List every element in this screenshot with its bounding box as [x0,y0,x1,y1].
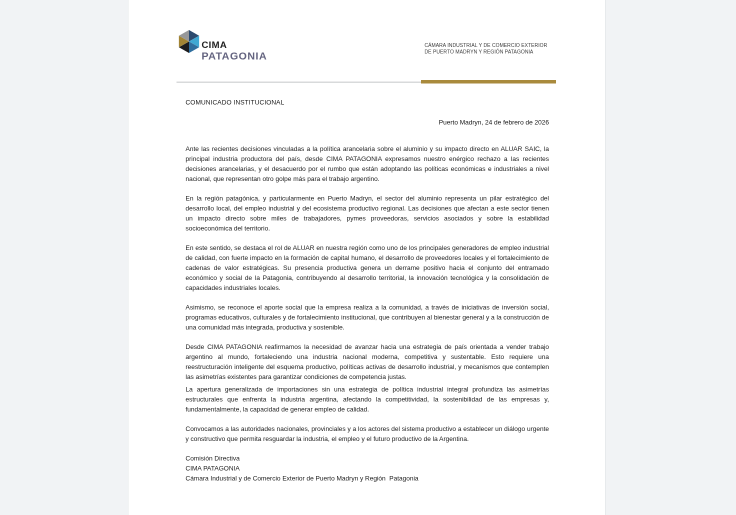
signature-line: Cámara Industrial y de Comercio Exterior de Puerto Madryn y Región Patagonia [185,474,419,482]
document-title: COMUNICADO INSTITUCIONAL [185,98,285,106]
signature-line: Comisión Directiva [185,454,240,462]
document-page [128,0,606,515]
logo-wordmark-patagonia: PATAGONIA [201,50,268,62]
paragraph: En este sentido, se destaca el rol de ALUAR en nuestra región como uno de los principales generadores de empleo industrial de calidad, con fuerte impacto en la formación de capital humano, el desarrollo de proveedores locales y el fortalecimiento de cadenas de valor estratégicas. Su presencia productiva genera un derrame positivo hacia el conjunto del entramado económico y social de la Patagonia, contribuyendo al desarrollo territorial, la innovación tecnológica y la consolidación de capacidades industriales locales. [185,244,549,292]
paragraph: La apertura generalizada de importaciones sin una estrategia de política industrial integral profundiza las asimetrías estructurales que enfrenta la industria argentina, afectando la competitividad, la sostenibilidad de las empresas y, fundamentalmente, la capacidad de generar empleo de calidad. [185,385,549,413]
signature-line: CIMA PATAGONIA [185,464,240,472]
signature-block [186,454,550,484]
letterhead-divider-gray [177,82,422,84]
cima-hexagon-logo-icon [178,29,201,54]
paragraph: Convocamos a las autoridades nacionales, provinciales y a los actores del sistema productivo a establecer un diálogo urgente y constructivo que permita resguardar la industria, el empleo y el futuro productivo de la Argentina. [185,425,549,443]
org-name-line1: CÁMARA INDUSTRIAL Y DE COMERCIO EXTERIOR [424,43,548,49]
document-body [186,144,550,484]
logo-wordmark [202,40,268,62]
paragraph: En la región patagónica, y particularmente en Puerto Madryn, el sector del aluminio representa un pilar estratégico del desarrollo local, del empleo industrial y del ecosistema productivo regional. Las decisiones que afectan a este sector tienen un impacto directo sobre miles de trabajadores, pymes proveedoras, servicios asociados y sobre la estabilidad socioeconómica del territorio. [185,194,549,232]
letterhead-divider-gold [421,80,556,84]
letterhead-org-name [425,43,560,56]
dateline: Puerto Madryn, 24 de febrero de 2026 [438,118,549,126]
org-name-line2: DE PUERTO MADRYN Y REGIÓN PATAGONIA [424,49,534,55]
paragraph: Desde CIMA PATAGONIA reafirmamos la necesidad de avanzar hacia una estrategia de país orientada a vender trabajo argentino al mundo, fortaleciendo una industria nacional moderna, competitiva y sustentable. Esto requiere una reestructuración inteligente del esquema productivo, políticas activas de desarrollo industrial, y mecanismos que contemplen las asimetrías existentes para garantizar condiciones de competencia justas. [185,343,549,381]
paragraph: Ante las recientes decisiones vinculadas a la política arancelaria sobre el aluminio y su impacto directo en ALUAR SAIC, la principal industria productora del país, desde CIMA PATAGONIA expresamos nuestro enérgico rechazo a las recientes decisiones arancelarias, y el desacuerdo por el rumbo que están adoptando las políticas económicas e industriales a nivel nacional, que representan otro golpe más para el trabajo argentino. [185,145,549,183]
logo-wordmark-cima: CIMA [201,40,227,51]
paragraph: Asimismo, se reconoce el aporte social que la empresa realiza a la comunidad, a través de iniciativas de inversión social, programas educativos, culturales y de fortalecimiento institucional, que contribuyen al bienestar general y a la construcción de una comunidad más integrada, productiva y sostenible. [185,303,549,331]
